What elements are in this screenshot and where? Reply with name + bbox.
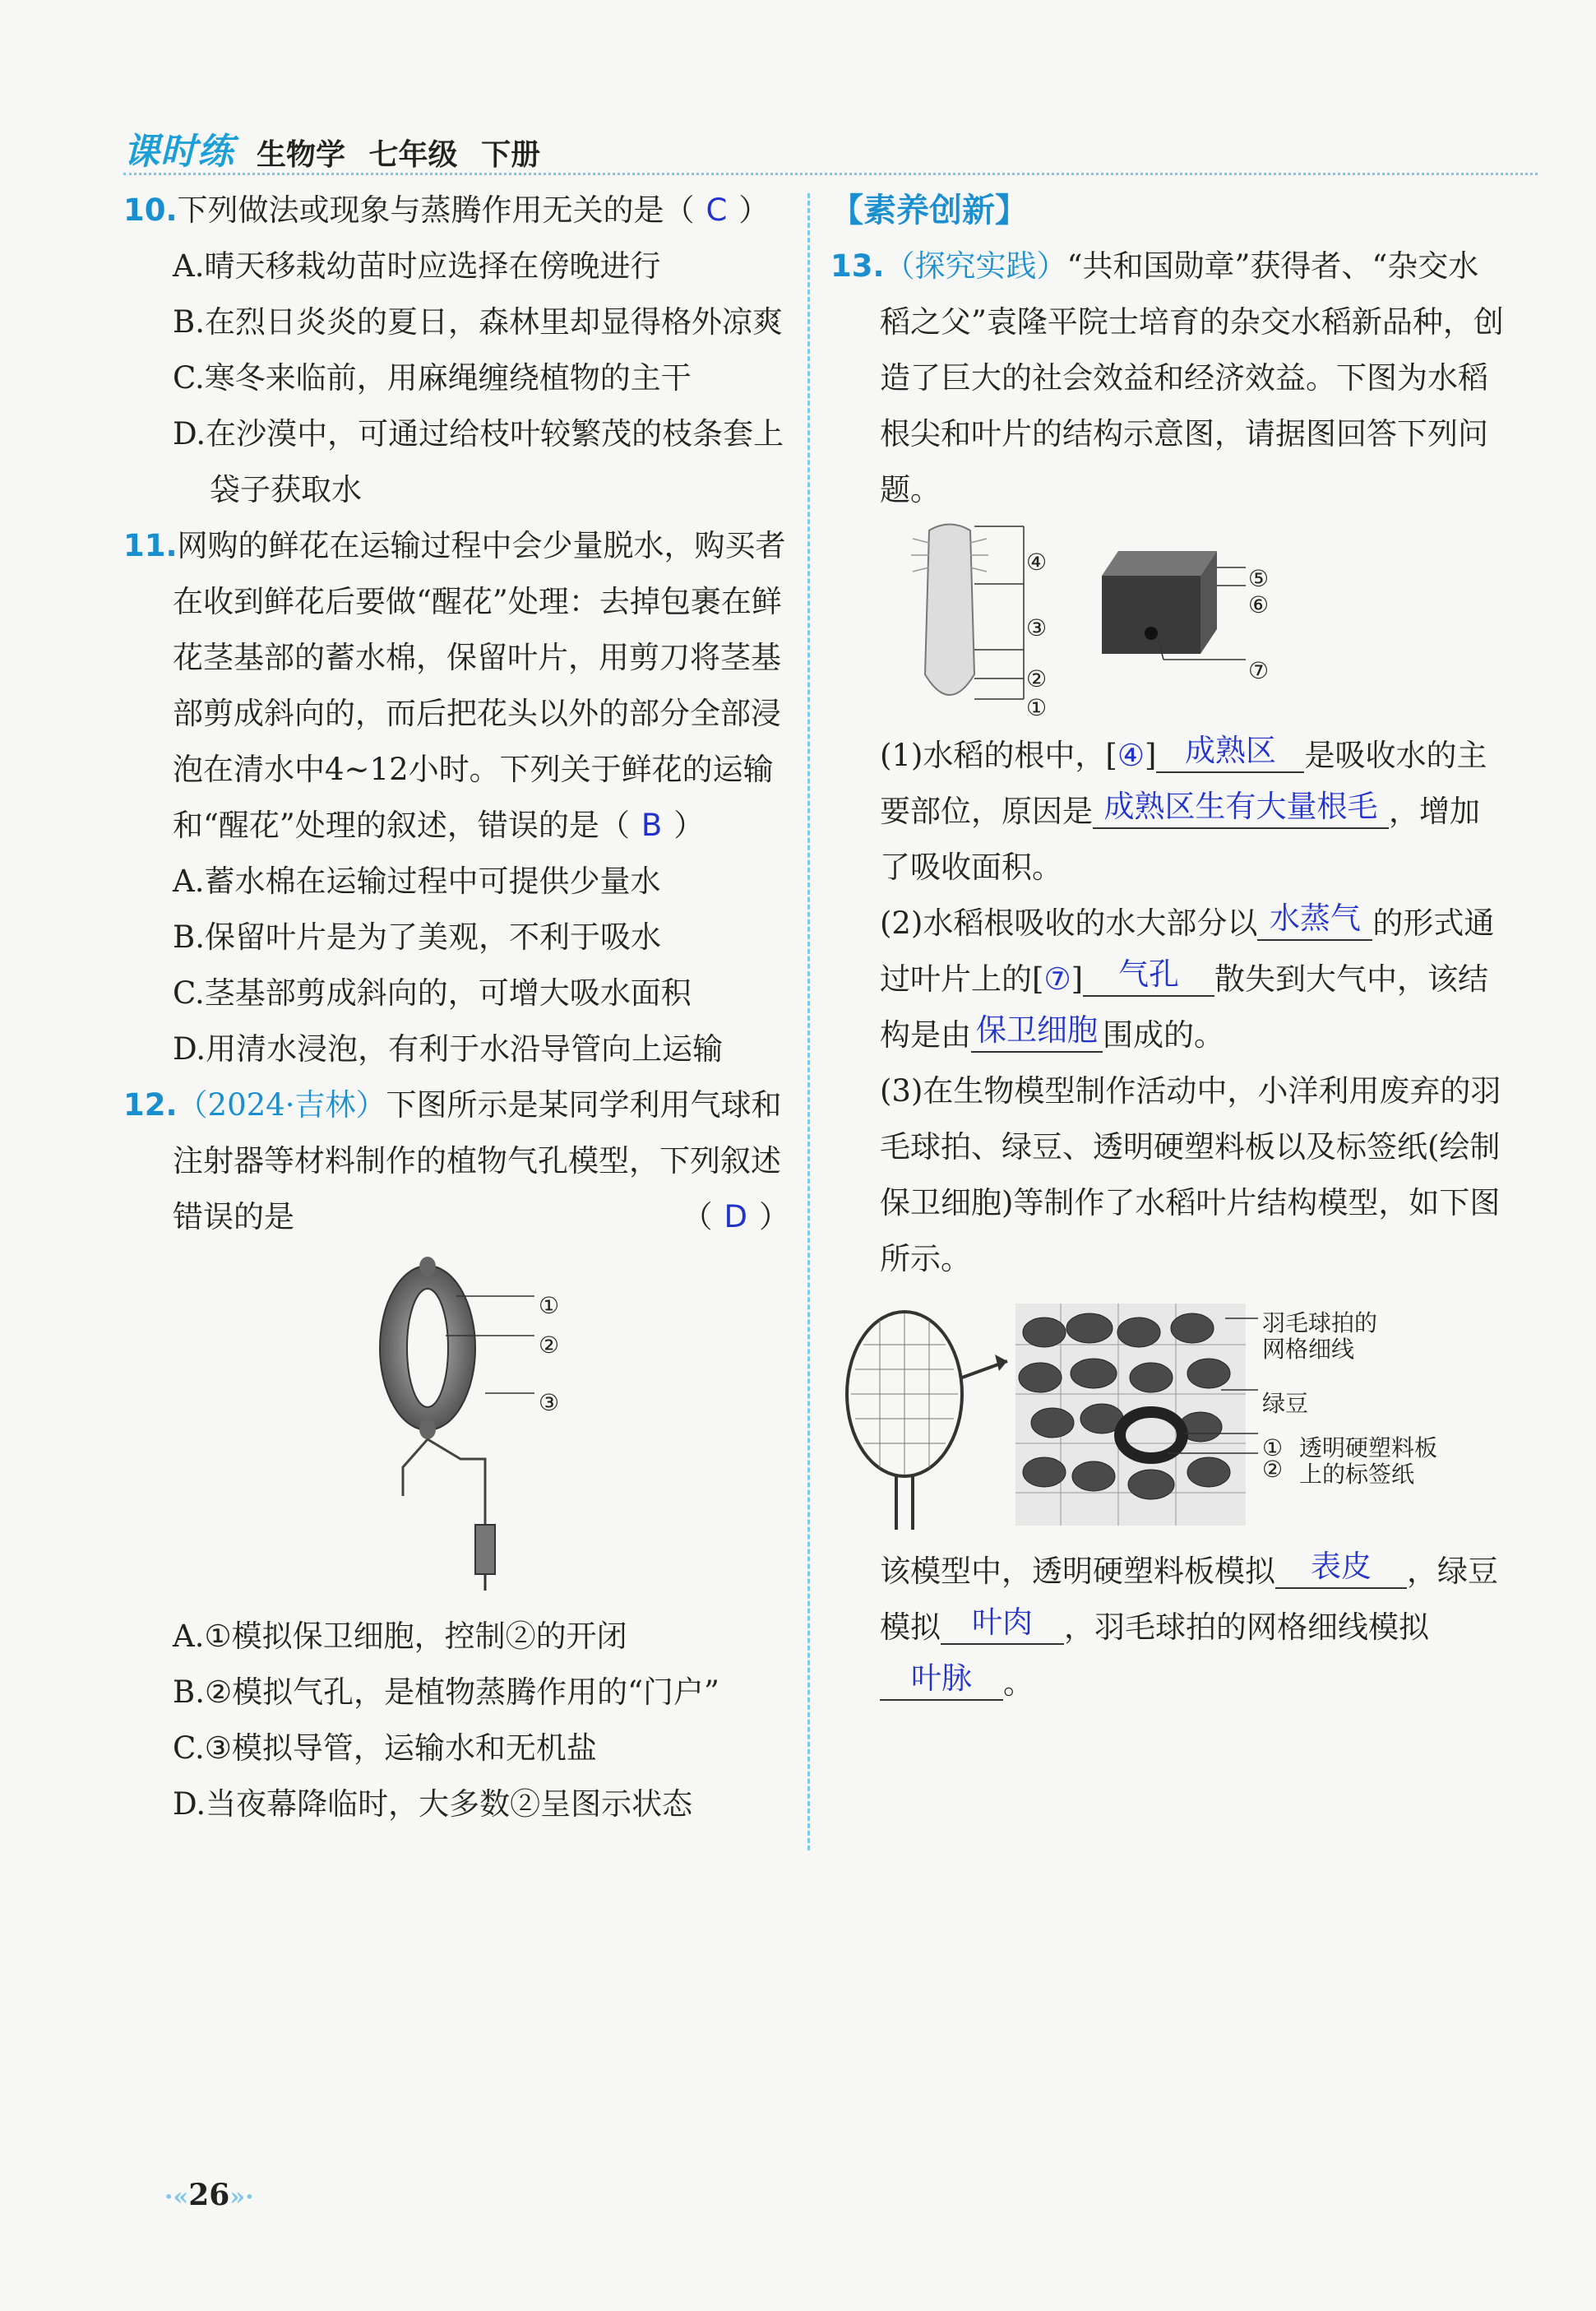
answer-blank: 表皮 bbox=[1275, 1546, 1407, 1589]
answer-blank: 叶肉 bbox=[941, 1602, 1064, 1645]
figure-label: ① bbox=[1026, 694, 1048, 721]
stomata-model-diagram bbox=[123, 1245, 789, 1591]
question-number: 12. bbox=[123, 1087, 178, 1123]
option: A.晴天移栽幼苗时应选择在傍晚进行 bbox=[173, 248, 661, 284]
question-stem: “共和国勋章”获得者、“杂交水稻之父”袁隆平院士培育的杂交水稻新品种，创造了巨大的社会效益和经济效益。下图为水稻根尖和叶片的结构示意图，请据图回答下列问题。 bbox=[880, 248, 1504, 507]
option: C.寒冬来临前，用麻绳缠绕植物的主干 bbox=[173, 360, 692, 396]
figure-label: 绿豆 bbox=[1262, 1390, 1309, 1417]
text: ] bbox=[1145, 738, 1157, 773]
header-divider bbox=[123, 173, 1538, 175]
text: 围成的。 bbox=[1103, 1017, 1224, 1053]
right-column bbox=[830, 183, 1505, 1711]
page-deco-icon: »· bbox=[229, 2183, 254, 2211]
page-number-value: 26 bbox=[188, 2178, 230, 2212]
option: A.蓄水棉在运输过程中可提供少量水 bbox=[173, 864, 661, 899]
answer-number: ④ bbox=[1117, 738, 1145, 773]
question-source: （探究实践） bbox=[884, 248, 1067, 284]
figure-label: ③ bbox=[1026, 614, 1048, 641]
question-12 bbox=[123, 1077, 789, 1245]
text: 是吸收水的主要部位，原因是 bbox=[880, 738, 1487, 829]
figure-label: ⑦ bbox=[1248, 657, 1270, 684]
column-divider bbox=[807, 193, 810, 1850]
figure-label: ② bbox=[539, 1331, 560, 1359]
book-subject-title: 生物学 七年级 下册 bbox=[257, 138, 541, 172]
option: A.①模拟保卫细胞，控制②的开闭 bbox=[173, 1619, 627, 1654]
subquestion-3: (3)在生物模型制作活动中，小洋利用废弃的羽毛球拍、绿豆、透明硬塑料板以及标签纸(绘制保卫细胞)等制作了水稻叶片结构模型，如下图所示。 bbox=[880, 1073, 1501, 1276]
answer: B bbox=[641, 808, 663, 843]
left-column bbox=[123, 183, 789, 1832]
answer-blank: 叶脉 bbox=[880, 1658, 1003, 1701]
figure-label: 羽毛球拍的 bbox=[1262, 1309, 1378, 1336]
option: B.在烈日炎炎的夏日，森林里却显得格外凉爽 bbox=[173, 304, 783, 340]
figure-label: ① bbox=[539, 1292, 560, 1319]
answer-number: ⑦ bbox=[1043, 961, 1071, 997]
page-deco-icon: ·« bbox=[164, 2183, 189, 2211]
text: 散失到大气中，该结构是由 bbox=[880, 961, 1489, 1053]
text: (1)水稻的根中，[ bbox=[880, 738, 1117, 773]
option: D.用清水浸泡，有利于水沿导管向上运输 bbox=[173, 1031, 724, 1067]
text: 。 bbox=[1003, 1665, 1034, 1701]
text: (2)水稻根吸收的水大部分以 bbox=[880, 905, 1258, 941]
question-source: （2024·吉林） bbox=[177, 1087, 386, 1123]
answer: C bbox=[705, 192, 728, 228]
question-number: 13. bbox=[830, 248, 885, 284]
question-stem: 下列做法或现象与蒸腾作用无关的是（ bbox=[177, 192, 695, 228]
question-stem: 下图所示是某同学利用气球和注射器等材料制作的植物气孔模型，下列叙述错误的是 bbox=[173, 1087, 782, 1234]
text: ，绿豆模拟 bbox=[880, 1554, 1498, 1645]
section-title: 【素养创新】 bbox=[830, 192, 1028, 229]
answer: D bbox=[724, 1199, 747, 1234]
subquestion-3-answer bbox=[830, 1544, 1505, 1711]
text: ] bbox=[1071, 961, 1084, 997]
figure-label: ② bbox=[1262, 1456, 1284, 1483]
paren-open: （ bbox=[682, 1199, 713, 1234]
text: 该模型中，透明硬塑料板模拟 bbox=[880, 1554, 1275, 1589]
figure-label: ① bbox=[1262, 1434, 1284, 1461]
option: D.在沙漠中，可通过给枝叶较繁茂的枝条套上袋子获取水 bbox=[173, 416, 784, 507]
option: C.茎基部剪成斜向的，可增大吸水面积 bbox=[173, 975, 692, 1011]
root-leaf-figure bbox=[880, 518, 1505, 720]
text: ，增加了吸收面积。 bbox=[880, 794, 1480, 885]
paren-close: ） bbox=[759, 1199, 789, 1234]
subquestion-2 bbox=[830, 896, 1505, 1063]
figure-label: 上的标签纸 bbox=[1299, 1461, 1415, 1488]
figure-label: ③ bbox=[539, 1389, 560, 1416]
subquestion-1 bbox=[830, 728, 1505, 896]
question-13 bbox=[830, 239, 1505, 518]
question-number: 11. bbox=[123, 528, 178, 563]
figure-label: 网格细线 bbox=[1262, 1336, 1355, 1363]
option: C.③模拟导管，运输水和无机盐 bbox=[173, 1730, 597, 1766]
page-number bbox=[164, 2178, 254, 2212]
stomata-model-figure bbox=[123, 1245, 789, 1591]
question-number: 10. bbox=[123, 192, 178, 228]
figure-label: ④ bbox=[1026, 549, 1048, 576]
text: 的形式通过叶片上的[ bbox=[880, 905, 1495, 997]
paren-close: ） bbox=[738, 192, 770, 228]
question-11 bbox=[123, 518, 789, 854]
paren-close: ） bbox=[673, 808, 705, 843]
option: B.②模拟气孔，是植物蒸腾作用的“门户” bbox=[173, 1674, 719, 1710]
option: B.保留叶片是为了美观，不利于吸水 bbox=[173, 919, 661, 955]
answer-blank: 保卫细胞 bbox=[971, 1010, 1103, 1053]
answer-blank: 气孔 bbox=[1083, 954, 1214, 997]
question-10 bbox=[123, 183, 789, 518]
figure-label: ② bbox=[1026, 665, 1048, 692]
root-tip-and-leaf-diagram bbox=[880, 518, 1505, 720]
option: D.当夜幕降临时，大多数②呈图示状态 bbox=[173, 1786, 693, 1822]
brand-logo: 课时练 bbox=[123, 131, 234, 173]
text: ，羽毛球拍的网格细线模拟 bbox=[1064, 1609, 1429, 1645]
answer-blank: 成熟区 bbox=[1156, 730, 1304, 773]
figure-label: ⑥ bbox=[1248, 591, 1270, 618]
question-stem: 网购的鲜花在运输过程中会少量脱水，购买者在收到鲜花后要做“醒花”处理：去掉包裹在鲜花茎基部的蓄水棉，保留叶片，用剪刀将茎基部剪成斜向的，而后把花头以外的部分全部浸泡在清水中4~12小时。下列关于鲜花的运输和“醒花”处理的叙述，错误的是（ bbox=[173, 528, 786, 843]
answer-blank: 水蒸气 bbox=[1257, 898, 1372, 941]
leaf-model-figure bbox=[839, 1295, 1505, 1534]
answer-blank: 成熟区生有大量根毛 bbox=[1093, 786, 1389, 829]
figure-label: ⑤ bbox=[1248, 565, 1270, 592]
figure-label: 透明硬塑料板 bbox=[1299, 1434, 1438, 1461]
